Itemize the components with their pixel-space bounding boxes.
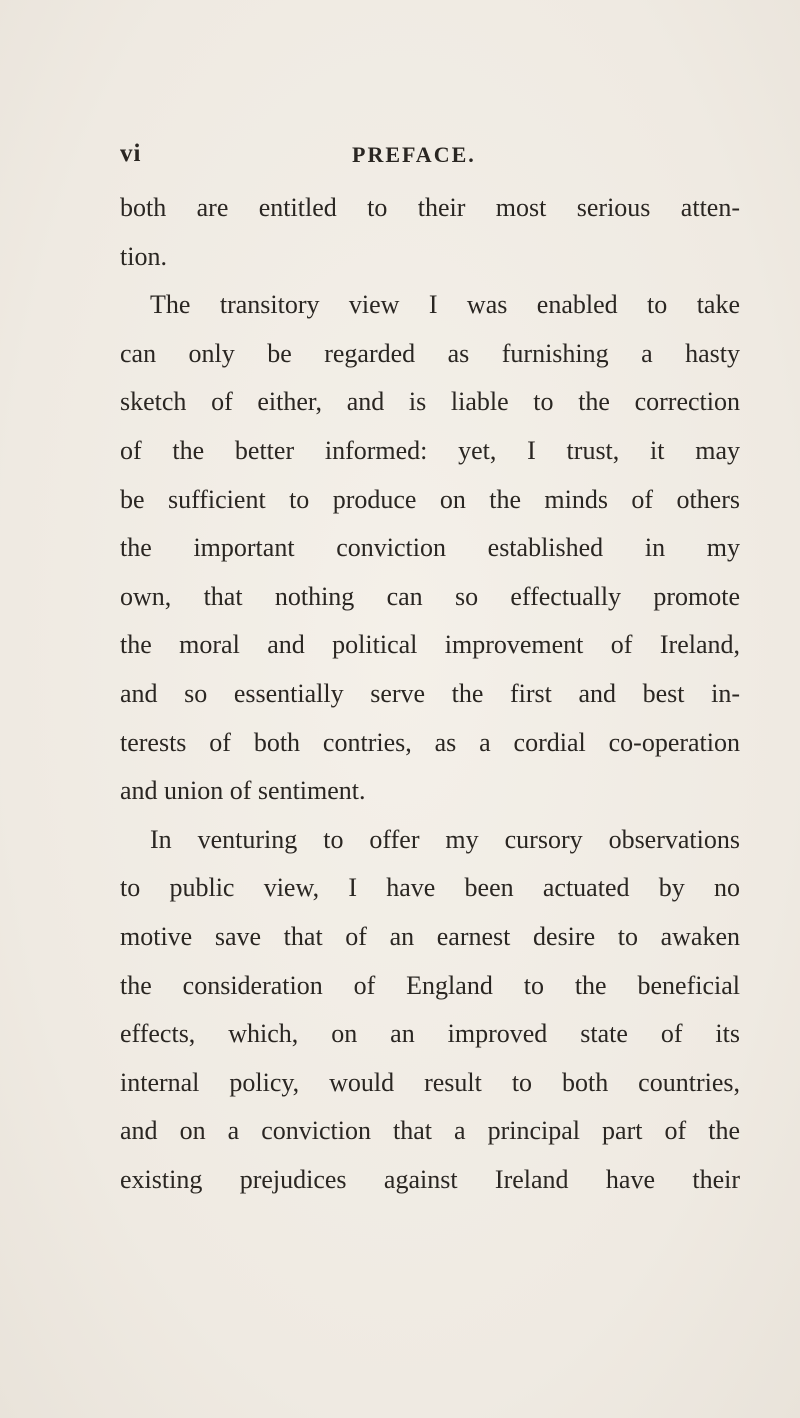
text-line: sketch of either, and is liable to the correction — [120, 387, 740, 417]
text-line: effects, which, on an improved state of its — [120, 1019, 740, 1049]
text-line: own, that nothing can so effectually promote — [120, 581, 740, 611]
text-line: In venturing to offer my cursory observations — [150, 824, 740, 854]
text-line: of the better informed: yet, I trust, it may — [120, 435, 740, 465]
text-line: and union of sentiment. — [120, 776, 366, 806]
text-line: terests of both contries, as a cordial co-operation — [120, 727, 740, 757]
text-line: to public view, I have been actuated by no — [120, 873, 740, 903]
page-number: vi — [120, 140, 142, 167]
text-line: both are entitled to their most serious atten- — [120, 193, 740, 222]
header-title: PREFACE. — [352, 142, 476, 167]
text-line: and on a conviction that a principal part of the — [120, 1116, 740, 1146]
text-line: be sufficient to produce on the minds of others — [120, 484, 740, 514]
running-head — [120, 140, 740, 180]
text-line: the consideration of England to the beneficial — [120, 970, 740, 1000]
text-line: internal policy, would result to both countries, — [120, 1067, 740, 1097]
text-line: and so essentially serve the first and best in- — [120, 678, 740, 708]
body-text — [120, 184, 740, 1204]
text-line: The transitory view I was enabled to take — [150, 290, 740, 320]
text-line: existing prejudices against Ireland have their — [120, 1164, 740, 1194]
text-line: tion. — [120, 241, 167, 271]
text-line: the moral and political improvement of Ireland, — [120, 630, 740, 660]
text-line: motive save that of an earnest desire to awaken — [120, 921, 740, 951]
text-line: the important conviction established in my — [120, 533, 740, 563]
text-line: can only be regarded as furnishing a hasty — [120, 338, 740, 368]
